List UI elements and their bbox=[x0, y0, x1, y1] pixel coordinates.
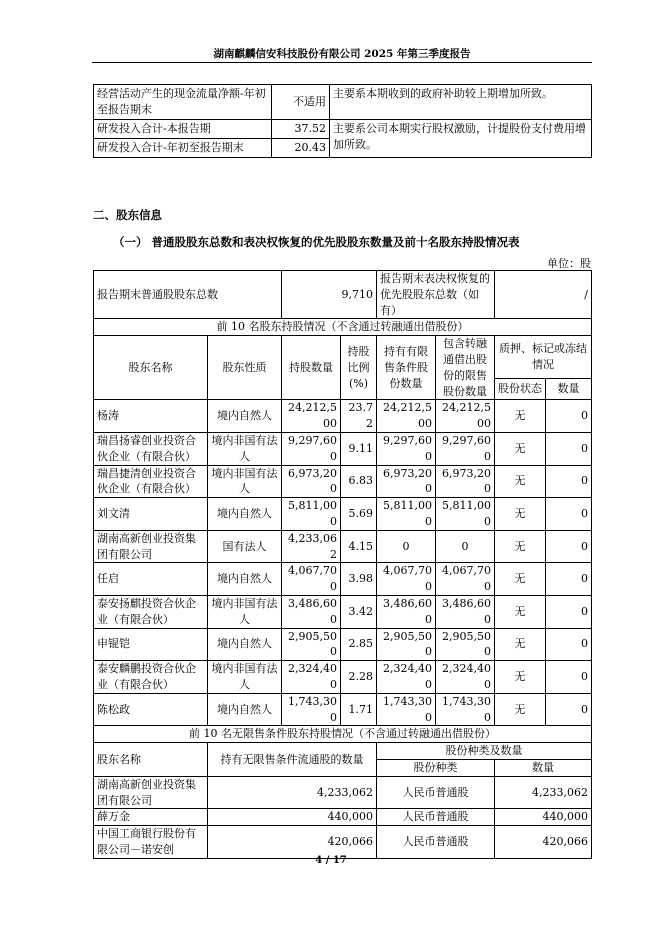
header-ratio: 持股比例(%) bbox=[341, 336, 377, 400]
shareholder-nature: 境内自然人 bbox=[208, 628, 282, 661]
shareholder-nature: 境内非国有法人 bbox=[208, 595, 282, 628]
top10-title: 前 10 名股东持股情况（不含通过转融通出借股份） bbox=[94, 319, 592, 336]
header-restricted: 持有有限售条件股份数量 bbox=[377, 336, 436, 400]
shareholder-name: 杨涛 bbox=[94, 400, 208, 433]
shareholder-nature: 境内自然人 bbox=[208, 563, 282, 596]
holding-ratio: 23.72 bbox=[341, 400, 377, 433]
shareholder-name: 申锟铠 bbox=[94, 628, 208, 661]
shares-held: 4,233,062 bbox=[282, 530, 341, 563]
table-header-row bbox=[94, 743, 592, 760]
header-pledge: 质押、标记或冻结情况 bbox=[495, 336, 592, 378]
holding-ratio: 5.69 bbox=[341, 498, 377, 531]
unrestricted-amount: 4,233,062 bbox=[495, 776, 592, 809]
pledge-status: 无 bbox=[495, 693, 546, 726]
pledge-qty: 0 bbox=[546, 432, 592, 465]
pledge-qty: 0 bbox=[546, 400, 592, 433]
unrestricted-qty: 4,233,062 bbox=[208, 776, 377, 809]
table-row bbox=[94, 595, 592, 628]
pledge-status: 无 bbox=[495, 465, 546, 498]
indicator-value-cell: 37.52 bbox=[272, 120, 330, 139]
holding-ratio: 3.98 bbox=[341, 563, 377, 596]
table-row bbox=[94, 809, 592, 826]
table-row bbox=[94, 85, 592, 120]
shares-held: 24,212,500 bbox=[282, 400, 341, 433]
unrestricted-header-amount: 数量 bbox=[495, 759, 592, 776]
holding-ratio: 1.71 bbox=[341, 693, 377, 726]
shareholder-nature: 境内自然人 bbox=[208, 400, 282, 433]
shares-held: 3,486,600 bbox=[282, 595, 341, 628]
table-row bbox=[94, 776, 592, 809]
restricted-shares: 2,905,500 bbox=[377, 628, 436, 661]
shares-held: 5,811,000 bbox=[282, 498, 341, 531]
pledge-status: 无 bbox=[495, 498, 546, 531]
table-row bbox=[94, 319, 592, 336]
restricted-shares: 1,743,300 bbox=[377, 693, 436, 726]
unrestricted-header-type: 股份种类 bbox=[377, 759, 495, 776]
unrestricted-type: 人民币普通股 bbox=[377, 776, 495, 809]
lent-restricted-shares: 24,212,500 bbox=[436, 400, 495, 433]
indicator-reason-cell: 主要系本期收到的政府补助较上期增加所致。 bbox=[330, 85, 592, 120]
holding-ratio: 3.42 bbox=[341, 595, 377, 628]
shareholder-name: 陈松政 bbox=[94, 693, 208, 726]
unrestricted-name: 湖南高新创业投资集团有限公司 bbox=[94, 776, 208, 809]
shares-held: 6,973,200 bbox=[282, 465, 341, 498]
shareholder-name: 瑞昌捷清创业投资合伙企业（有限合伙） bbox=[94, 465, 208, 498]
restricted-shares: 6,973,200 bbox=[377, 465, 436, 498]
shareholder-nature: 境内非国有法人 bbox=[208, 661, 282, 694]
lent-restricted-shares: 2,905,500 bbox=[436, 628, 495, 661]
header-pledge-qty: 数量 bbox=[546, 378, 592, 400]
pledge-qty: 0 bbox=[546, 661, 592, 694]
unrestricted-amount: 420,066 bbox=[495, 826, 592, 859]
restricted-shares: 3,486,600 bbox=[377, 595, 436, 628]
unrestricted-name: 薛万金 bbox=[94, 809, 208, 826]
table-row bbox=[94, 826, 592, 859]
pledge-qty: 0 bbox=[546, 595, 592, 628]
unrestricted-title: 前 10 名无限售条件股东持股情况（不含通过转融通出借股份） bbox=[94, 726, 592, 743]
indicator-reason-cell: 主要系公司本期实行股权激励，计提股份支付费用增加所致。 bbox=[330, 120, 592, 158]
indicator-item-cell: 研发投入合计-本报告期 bbox=[94, 120, 272, 139]
lent-restricted-shares: 6,973,200 bbox=[436, 465, 495, 498]
shareholder-table bbox=[93, 270, 592, 859]
unrestricted-name: 中国工商银行股份有限公司－诺安创 bbox=[94, 826, 208, 859]
pledge-status: 无 bbox=[495, 595, 546, 628]
shareholder-name: 泰安扬麒投资合伙企业（有限合伙） bbox=[94, 595, 208, 628]
pledge-qty: 0 bbox=[546, 465, 592, 498]
header-shares: 持股数量 bbox=[282, 336, 341, 400]
shareholder-nature: 境内非国有法人 bbox=[208, 465, 282, 498]
table-row bbox=[94, 726, 592, 743]
holding-ratio: 2.85 bbox=[341, 628, 377, 661]
holding-ratio: 2.28 bbox=[341, 661, 377, 694]
shares-held: 1,743,300 bbox=[282, 693, 341, 726]
shares-held: 2,324,400 bbox=[282, 661, 341, 694]
table-row bbox=[94, 628, 592, 661]
unrestricted-type: 人民币普通股 bbox=[377, 826, 495, 859]
lent-restricted-shares: 5,811,000 bbox=[436, 498, 495, 531]
shareholder-nature: 境内自然人 bbox=[208, 693, 282, 726]
unrestricted-type: 人民币普通股 bbox=[377, 809, 495, 826]
pledge-status: 无 bbox=[495, 432, 546, 465]
page-number: 4 / 17 bbox=[315, 855, 347, 866]
pledge-qty: 0 bbox=[546, 498, 592, 531]
table-row bbox=[94, 498, 592, 531]
total-common-value: 9,710 bbox=[282, 271, 377, 319]
shareholder-name: 湖南高新创业投资集团有限公司 bbox=[94, 530, 208, 563]
restricted-shares: 4,067,700 bbox=[377, 563, 436, 596]
table-row bbox=[94, 661, 592, 694]
lent-restricted-shares: 2,324,400 bbox=[436, 661, 495, 694]
restricted-shares: 2,324,400 bbox=[377, 661, 436, 694]
section-title: 二、股东信息 bbox=[93, 208, 162, 222]
table-row bbox=[94, 432, 592, 465]
shareholder-name: 任启 bbox=[94, 563, 208, 596]
restricted-shares: 24,212,500 bbox=[377, 400, 436, 433]
table-row bbox=[94, 400, 592, 433]
table-row bbox=[94, 530, 592, 563]
lent-restricted-shares: 3,486,600 bbox=[436, 595, 495, 628]
table-row bbox=[94, 693, 592, 726]
unrestricted-header-type-group: 股份种类及数量 bbox=[377, 743, 592, 760]
pledge-qty: 0 bbox=[546, 693, 592, 726]
table-header-row bbox=[94, 336, 592, 378]
holding-ratio: 9.11 bbox=[341, 432, 377, 465]
lent-restricted-shares: 9,297,600 bbox=[436, 432, 495, 465]
shareholder-name: 瑞昌扬睿创业投资合伙企业（有限合伙） bbox=[94, 432, 208, 465]
pledge-status: 无 bbox=[495, 563, 546, 596]
unrestricted-header-name: 股东名称 bbox=[94, 743, 208, 777]
pledge-qty: 0 bbox=[546, 530, 592, 563]
shares-held: 2,905,500 bbox=[282, 628, 341, 661]
header-pledge-status: 股份状态 bbox=[495, 378, 546, 400]
table-row bbox=[94, 120, 592, 139]
pledge-qty: 0 bbox=[546, 628, 592, 661]
indicator-value-cell: 不适用 bbox=[272, 85, 330, 120]
pledge-status: 无 bbox=[495, 628, 546, 661]
lent-restricted-shares: 0 bbox=[436, 530, 495, 563]
pledge-qty: 0 bbox=[546, 563, 592, 596]
restricted-shares: 9,297,600 bbox=[377, 432, 436, 465]
unrestricted-qty: 420,066 bbox=[208, 826, 377, 859]
indicator-item-cell: 研发投入合计-年初至报告期末 bbox=[94, 139, 272, 158]
indicator-value-cell: 20.43 bbox=[272, 139, 330, 158]
page-header-title: 湖南麒麟信安科技股份有限公司 2025 年第三季度报告 bbox=[213, 48, 471, 60]
lent-restricted-shares: 1,743,300 bbox=[436, 693, 495, 726]
header-divider bbox=[92, 62, 592, 63]
header-lent-restricted: 包含转融通借出股份的限售股份数量 bbox=[436, 336, 495, 400]
pledge-status: 无 bbox=[495, 530, 546, 563]
indicator-item-cell: 经营活动产生的现金流量净额-年初至报告期末 bbox=[94, 85, 272, 120]
table-row bbox=[94, 271, 592, 319]
shareholder-name: 泰安麟鹏投资合伙企业（有限合伙） bbox=[94, 661, 208, 694]
shareholder-nature: 国有法人 bbox=[208, 530, 282, 563]
header-name: 股东名称 bbox=[94, 336, 208, 400]
unrestricted-qty: 440,000 bbox=[208, 809, 377, 826]
financial-indicator-table bbox=[93, 84, 592, 158]
total-common-label: 报告期末普通股股东总数 bbox=[94, 271, 282, 319]
unrestricted-amount: 440,000 bbox=[495, 809, 592, 826]
subsection-title: （一） 普通股股东总数和表决权恢复的优先股股东数量及前十名股东持股情况表 bbox=[113, 235, 520, 249]
lent-restricted-shares: 4,067,700 bbox=[436, 563, 495, 596]
shareholder-nature: 境内非国有法人 bbox=[208, 432, 282, 465]
table-row bbox=[94, 465, 592, 498]
unit-label: 单位：股 bbox=[547, 257, 591, 270]
pledge-status: 无 bbox=[495, 400, 546, 433]
pledge-status: 无 bbox=[495, 661, 546, 694]
restricted-shares: 0 bbox=[377, 530, 436, 563]
holding-ratio: 6.83 bbox=[341, 465, 377, 498]
restricted-shares: 5,811,000 bbox=[377, 498, 436, 531]
holding-ratio: 4.15 bbox=[341, 530, 377, 563]
header-nature: 股东性质 bbox=[208, 336, 282, 400]
table-row bbox=[94, 563, 592, 596]
shares-held: 4,067,700 bbox=[282, 563, 341, 596]
unrestricted-header-qty: 持有无限售条件流通股的数量 bbox=[208, 743, 377, 777]
preferred-value: / bbox=[495, 271, 592, 319]
shareholder-nature: 境内自然人 bbox=[208, 498, 282, 531]
shares-held: 9,297,600 bbox=[282, 432, 341, 465]
shareholder-name: 刘文清 bbox=[94, 498, 208, 531]
preferred-label: 报告期末表决权恢复的优先股股东总数（如有） bbox=[377, 271, 495, 319]
